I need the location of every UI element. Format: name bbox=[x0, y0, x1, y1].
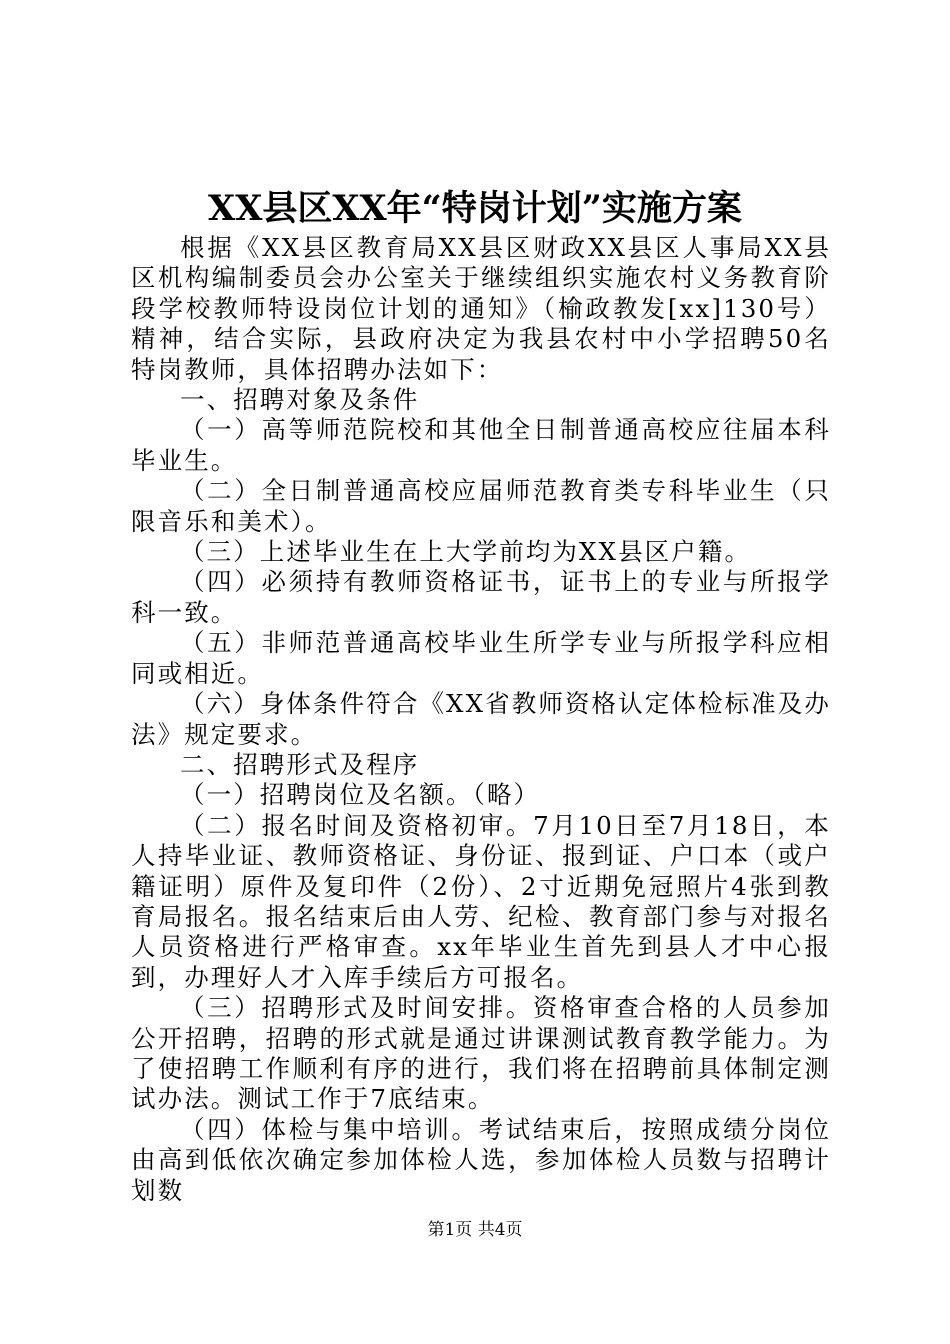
condition-item-1: （一）高等师范院校和其他全日制普通高校应往届本科毕业生。 bbox=[131, 415, 831, 475]
intro-paragraph: 根据《XX县区教育局XX县区财政XX县区人事局XX县区机构编制委员会办公室关于继续组织实施农村义务教育阶段学校教师特设岗位计划的通知》（榆政教发[xx]130号）精神，结合实际，县政府决定为我县农村中小学招聘50名特岗教师，具体招聘办法如下： bbox=[131, 233, 831, 384]
procedure-item-1: （一）招聘岗位及名额。（略） bbox=[180, 780, 541, 810]
condition-item-5: （五）非师范普通高校毕业生所学专业与所报学科应相同或相近。 bbox=[131, 628, 831, 688]
document-body bbox=[131, 233, 831, 1206]
section-heading-1: 一、招聘对象及条件 bbox=[180, 385, 420, 415]
section-heading-2: 二、招聘形式及程序 bbox=[180, 749, 420, 779]
condition-item-4: （四）必须持有教师资格证书，证书上的专业与所报学科一致。 bbox=[131, 567, 831, 627]
document-title: XX县区XX年“特岗计划”实施方案 bbox=[208, 188, 742, 229]
condition-item-3: （三）上述毕业生在上大学前均为XX县区户籍。 bbox=[180, 537, 752, 567]
condition-item-6: （六）身体条件符合《XX省教师资格认定体检标准及办法》规定要求。 bbox=[131, 689, 831, 749]
procedure-item-3: （三）招聘形式及时间安排。资格审查合格的人员参加公开招聘，招聘的形式就是通过讲课测试教育教学能力。为了使招聘工作顺利有序的进行，我们将在招聘前具体制定测试办法。测试工作于7底结束。 bbox=[131, 993, 831, 1114]
condition-item-2: （二）全日制普通高校应届师范教育类专科毕业生（只限音乐和美术）。 bbox=[131, 476, 831, 536]
procedure-item-2: （二）报名时间及资格初审。7月10日至7月18日，本人持毕业证、教师资格证、身份证、报到证、户口本（或户籍证明）原件及复印件（2份）、2寸近期免冠照片4张到教育局报名。报名结束后由人劳、纪检、教育部门参与对报名人员资格进行严格审查。xx年毕业生首先到县人才中心报到，办理好人才入库手续后方可报名。 bbox=[131, 810, 831, 992]
page-footer: 第1页 共4页 bbox=[427, 1220, 523, 1240]
procedure-item-4: （四）体检与集中培训。考试结束后，按照成绩分岗位由高到低依次确定参加体检人选，参加体检人员数与招聘计划数 bbox=[131, 1114, 831, 1205]
